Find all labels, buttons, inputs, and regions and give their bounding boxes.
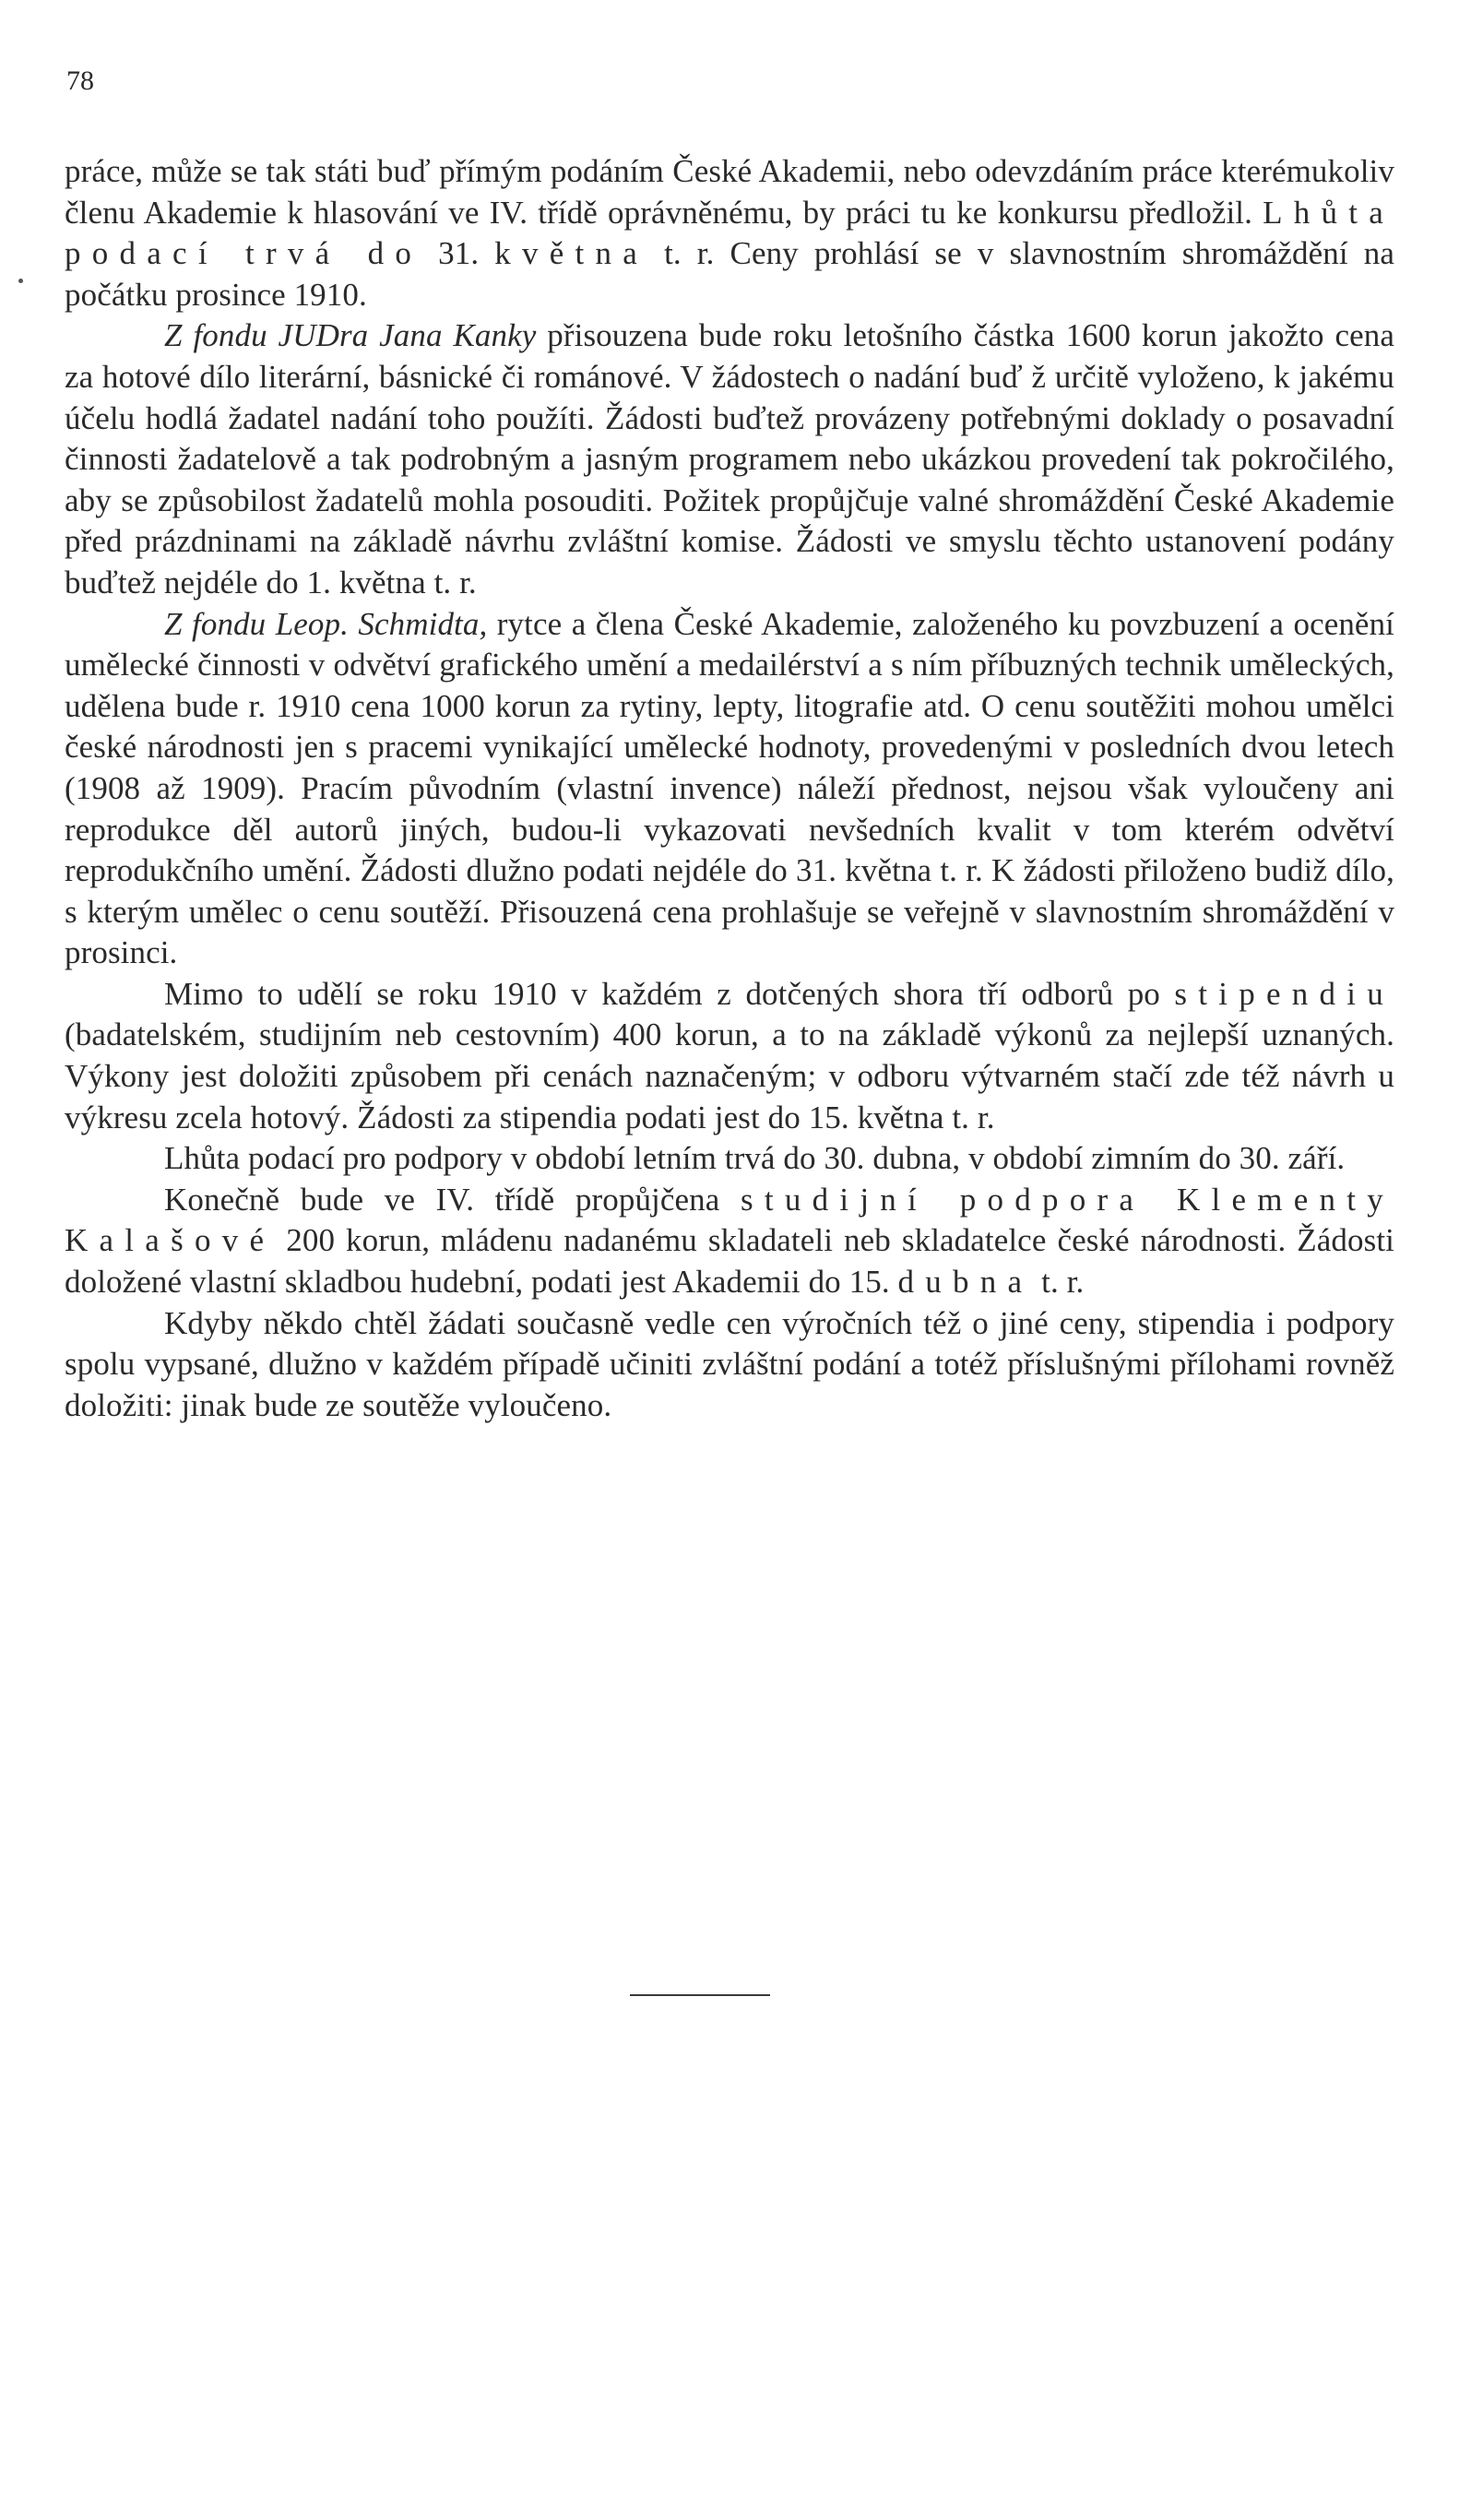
paragraph-schmidt-fund	[65, 604, 1394, 974]
body-text	[65, 151, 1394, 1426]
emphasized-text: Lhůta podací trvá do	[65, 194, 1394, 272]
fund-name: Z fondu JUDra Jana Kanky	[164, 317, 537, 354]
paragraph-text: Konečně bude ve IV. třídě propůjčena	[164, 1181, 741, 1218]
emphasized-text: května	[494, 235, 649, 272]
paragraph-text: Mimo to udělí se roku 1910 v každém z dotčených shora tří odborů po	[164, 975, 1175, 1012]
fund-name: Z fondu Leop. Schmidta,	[164, 605, 488, 642]
paragraph-submission-deadline	[65, 151, 1394, 315]
paragraph-kanka-fund	[65, 315, 1394, 603]
paragraph-stipends	[65, 974, 1394, 1138]
emphasized-text: dubna	[897, 1264, 1034, 1301]
paragraph-study-support	[65, 1180, 1394, 1303]
page-number: 78	[66, 65, 94, 96]
paragraph-multiple-applications: Kdyby někdo chtěl žádati současně vedle cen výročních též o jiné ceny, stipendia i podpory spolu vypsané, dlužno v každém případě učiniti zvláštní podání a totéž příslušnými přílohami rovněž doložiti: jinak bude ze soutěže vyloučeno.	[65, 1304, 1394, 1423]
emphasized-text: studijní podpora Klementy Kalašové	[65, 1181, 1394, 1259]
section-divider	[630, 1994, 770, 1996]
paragraph-support-deadline: Lhůta podací pro podpory v období letním trvá do 30. dubna, v období zimním do 30. září.	[164, 1140, 1346, 1177]
emphasized-text: stipendiu	[1174, 975, 1394, 1012]
margin-dot	[18, 279, 23, 283]
paragraph-text: rytce a člena České Akademie, založeného ku povzbuzení a ocenění umělecké činnosti v odvětví grafického umění a medailérství a s ním příbuzných technik uměleckých, udělena bude r. 1910 cena 1000 korun za rytiny, lepty, litografie atd. O cenu soutěžiti mohou umělci české národnosti jen s pracemi vynikající umělecké hodnoty, provedenými v posledních dvou letech (1908 až 1909). Pracím původním (vlastní invence) náleží přednost, nejsou však vyloučeny ani reprodukce děl autorů jiných, budou-li vykazovati nevšedních kvalit v tom kterém odvětví reprodukčního umění. Žádosti dlužno podati nejdéle do 31. května t. r. K žádosti přiloženo budiž dílo, s kterým umělec o cenu soutěží. Přisouzená cena prohlašuje se veřejně v slavnostním shromáždění v prosinci.	[65, 605, 1394, 971]
paragraph-text: přisouzena bude roku letošního částka 1600 korun jakožto cena za hotové dílo literární, básnické či románové. V žádostech o nadání buď ž určitě vyloženo, k jakému účelu hodlá žadatel nadání toho použíti. Žádosti buďtež provázeny potřebnými doklady o posavadní činnosti žadatelově a tak podrobným a jasným programem nebo ukázkou provedení tak pokročilého, aby se způsobilost žadatelů mohla posouditi. Požitek propůjčuje valné shromáždění České Akademie před prázdninami na základě návrhu zvláštní komise. Žádosti ve smyslu těchto ustanovení podány buďtež nejdéle do 1. května t. r.	[65, 317, 1395, 600]
paragraph-text: t. r.	[1033, 1264, 1085, 1301]
paragraph-text: 31.	[422, 235, 495, 272]
paragraph-text: (badatelském, studijním neb cestovním) 400 korun, a to na základě výkonů za nejlepší uznaných. Výkony jest doložiti způsobem při cenách naznačeným; v odboru výtvarném stačí zde též návrh u výkresu zcela hotový. Žádosti za stipendia podati jest do 15. května t. r.	[65, 1016, 1394, 1135]
paragraph-text: 200 korun, mládenu nadanému skladateli neb skladatelce české národnosti. Žádosti doložené vlastní skladbou hudební, podati jest Akademii do 15.	[65, 1222, 1394, 1301]
paragraph-text: práce, může se tak státi buď přímým podáním České Akademii, nebo odevzdáním práce kterémukoliv členu Akademie k hlasování ve IV. třídě oprávněnému, by práci tu ke konkursu předložil.	[65, 153, 1394, 231]
paragraph-text: t. r. Ceny prohlásí se v slavnostním shromáždění na počátku prosince 1910.	[65, 235, 1394, 313]
